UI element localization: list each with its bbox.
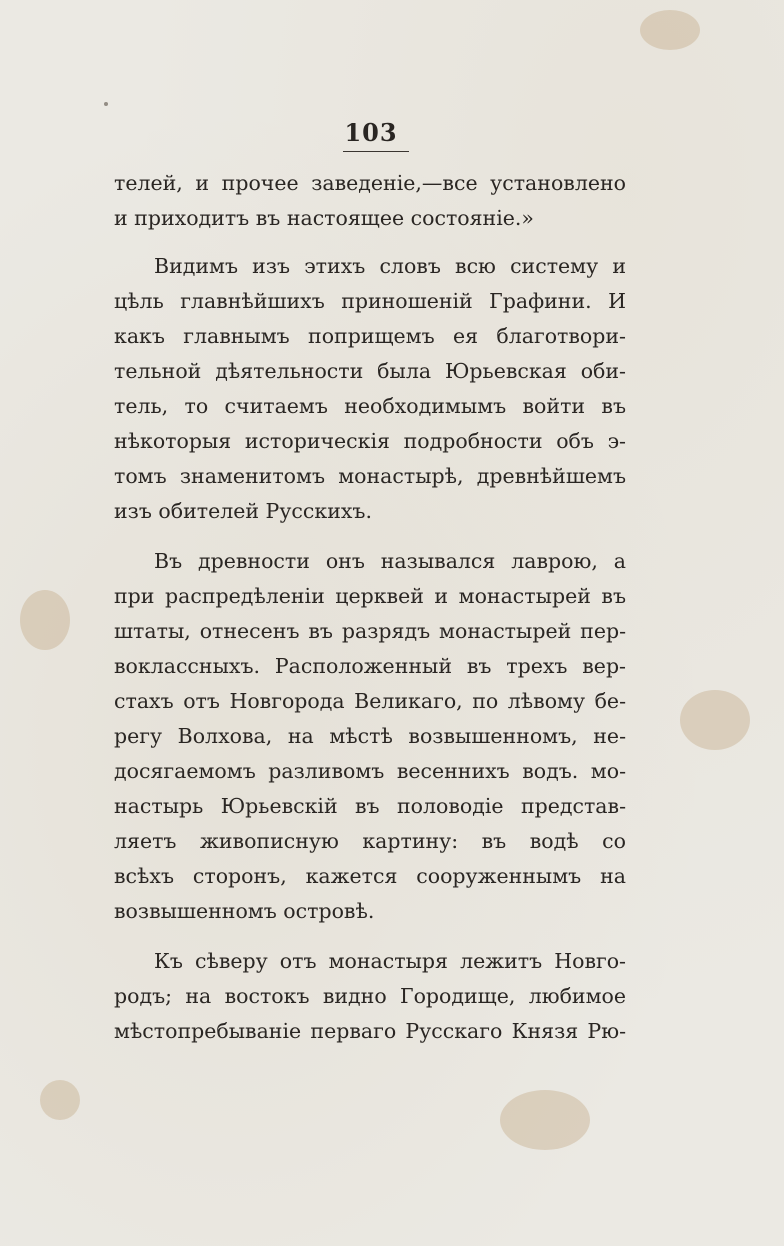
paper-stain	[104, 102, 108, 106]
text-line: цѣль главнѣйшихъ приношеній Графини. И	[114, 289, 626, 313]
text-line: при распредѣленіи церквей и монастырей въ	[114, 584, 626, 608]
text-line: телей, и прочее заведеніе,—все установлено	[114, 171, 626, 195]
text-line: тельной дѣятельности была Юрьевская оби-	[114, 359, 626, 383]
text-line: тель, то считаемъ необходимымъ войти въ	[114, 394, 626, 418]
paper-stain	[500, 1090, 590, 1150]
text-line: воклассныхъ. Расположенный въ трехъ вер-	[114, 654, 626, 678]
text-line: нѣкоторыя историческія подробности объ э-	[114, 429, 626, 453]
text-line: Въ древности онъ назывался лаврою, а	[154, 549, 626, 573]
paper-stain	[680, 690, 750, 750]
paper-stain	[20, 590, 70, 650]
text-line: ляетъ живописную картину: въ водѣ со	[114, 829, 626, 853]
text-line: и приходитъ въ настоящее состояніе.»	[114, 206, 534, 230]
text-line: стахъ отъ Новгорода Великаго, по лѣвому бе-	[114, 689, 626, 713]
text-line: томъ знаменитомъ монастырѣ, древнѣйшемъ	[114, 464, 626, 488]
text-line: мѣстопребываніе перваго Русскаго Князя Рю-	[114, 1019, 626, 1043]
paper-stain	[640, 10, 700, 50]
text-line: родъ; на востокъ видно Городище, любимое	[114, 984, 626, 1008]
page-number: 103	[344, 118, 398, 147]
text-line: возвышенномъ островѣ.	[114, 899, 375, 923]
text-line: настырь Юрьевскій въ половодіе представ-	[114, 794, 626, 818]
text-line: регу Волхова, на мѣстѣ возвышенномъ, не-	[114, 724, 626, 748]
paper-stain	[40, 1080, 80, 1120]
page-number-rule	[343, 151, 409, 152]
text-line: какъ главнымъ поприщемъ ея благотвори-	[114, 324, 626, 348]
text-line: изъ обителей Русскихъ.	[114, 499, 372, 523]
text-line: всѣхъ сторонъ, кажется сооруженнымъ на	[114, 864, 626, 888]
text-line: Къ сѣверу отъ монастыря лежитъ Новго-	[154, 949, 626, 973]
text-line: штаты, отнесенъ въ разрядъ монастырей пер-	[114, 619, 626, 643]
text-line: досягаемомъ разливомъ весеннихъ водъ. мо-	[114, 759, 626, 783]
text-line: Видимъ изъ этихъ словъ всю систему и	[154, 254, 626, 278]
